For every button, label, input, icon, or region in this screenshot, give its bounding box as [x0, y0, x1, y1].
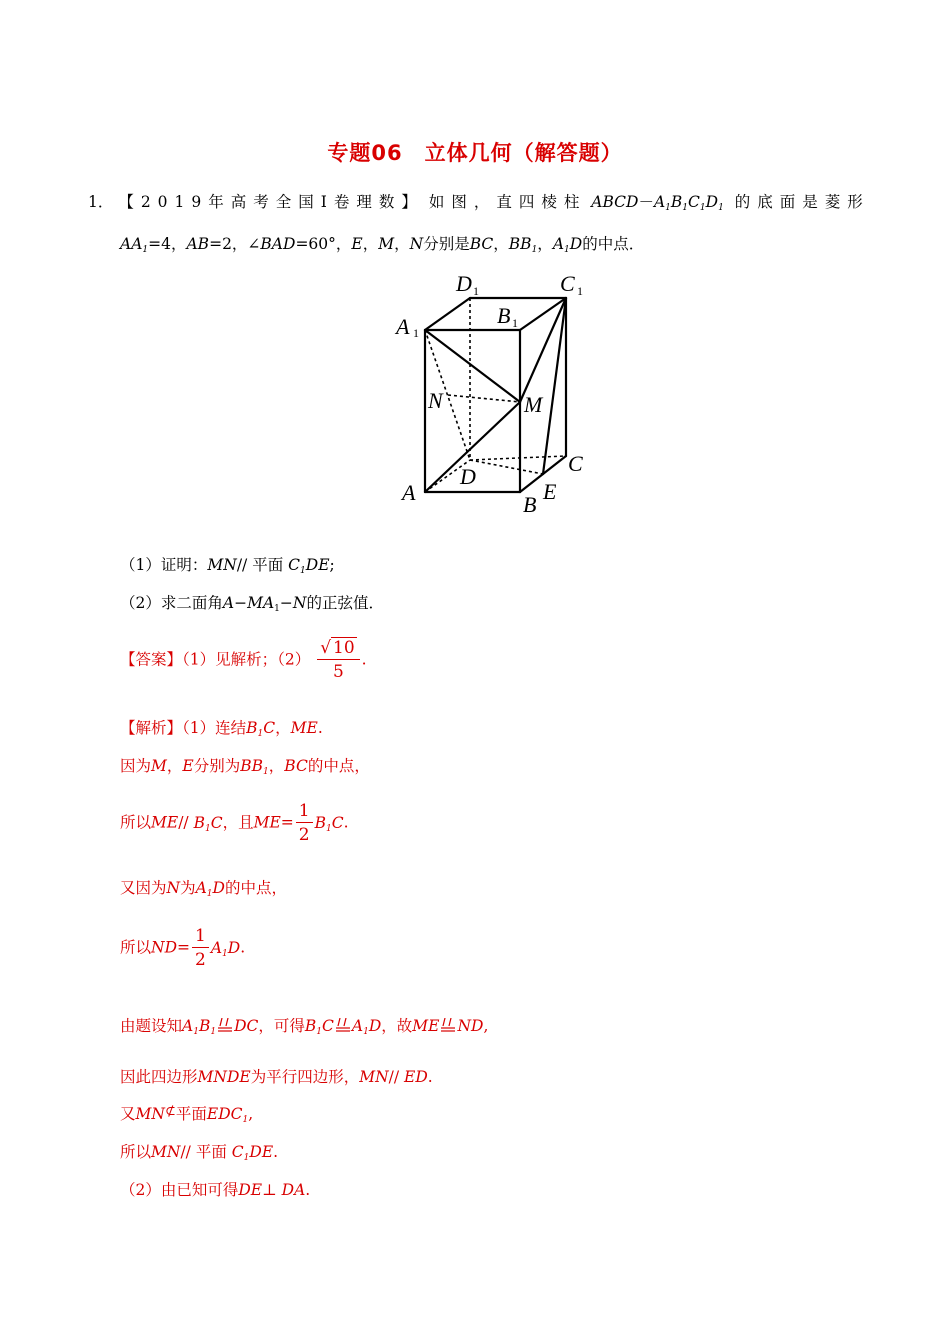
label-E: E: [543, 479, 557, 504]
analysis-line-4: 又因为N为$A_1D$的中点，: [120, 879, 287, 899]
analysis-line-9: 所以MN// 平面 $C_1DE$.: [120, 1143, 279, 1163]
svg-text:1: 1: [473, 284, 479, 298]
question-1: （1）证明：MN// 平面 $C_1DE$;: [120, 556, 335, 576]
analysis-line-2: 因为M，E分别为$BB_1$，BC的中点，: [120, 757, 370, 777]
analysis-line-3: 所以ME// $B_1C$，且ME= $\frac{1}{2}$ $B_1C$.: [120, 801, 349, 845]
problem-line-2: $AA_1=4$，AB=2，∠BAD=60°，E，M，N分别是BC，$BB_1$，$A_1D$的中点．: [120, 235, 645, 255]
problem-source: 【2019年高考全国Ⅰ卷理数】: [118, 193, 424, 211]
question-2: （2）求二面角$A-MA_1-N$的正弦值．: [120, 594, 384, 614]
analysis-line-1: 【解析】（1）连结$B_1C$，ME.: [120, 719, 323, 739]
label-C1: C: [560, 271, 575, 296]
label-C: C: [568, 451, 583, 476]
answer-tag: 【答案】: [120, 650, 183, 669]
label-B1: B: [497, 303, 511, 328]
analysis-line-10: （2）由已知可得DE⊥ DA.: [120, 1181, 311, 1199]
svg-text:1: 1: [577, 284, 583, 298]
problem-line-1: 1． 【2019年高考全国Ⅰ卷理数】 如图，直四棱柱 $ABCD-A_1B_1C_1D_1$ 的底面是菱形: [88, 193, 870, 213]
prism-figure: [380, 262, 600, 522]
label-D: D: [460, 464, 476, 489]
label-A: A: [402, 480, 416, 505]
label-A1: A: [396, 314, 410, 339]
problem-number: 1．: [88, 193, 114, 211]
label-M: M: [524, 392, 543, 417]
analysis-line-5: 所以ND= $\frac{1}{2}$ $A_1D$.: [120, 926, 246, 970]
label-B: B: [523, 492, 537, 517]
svg-text:1: 1: [413, 326, 419, 340]
answer-line: 【答案】（1）见解析；（2） $\frac{√ 10}{5}$ .: [120, 638, 367, 682]
answer-fraction: $\frac{√ 10}{5}$: [317, 637, 359, 684]
analysis-line-7: 因此四边形MNDE为平行四边形，MN// ED.: [120, 1068, 433, 1086]
label-N: N: [428, 388, 443, 413]
analysis-line-6: 由题设知$A_1B_1$ DC，可得$B_1C$ $A_1D$，故ME ND,: [120, 1017, 489, 1037]
analysis-line-8: 又MN⊄平面$EDC_1$,: [120, 1104, 254, 1125]
analysis-tag: 【解析】: [120, 719, 183, 737]
label-D1: D: [456, 271, 472, 296]
page-title: 专题06 立体几何（解答题）: [327, 141, 623, 165]
svg-text:1: 1: [512, 316, 518, 330]
